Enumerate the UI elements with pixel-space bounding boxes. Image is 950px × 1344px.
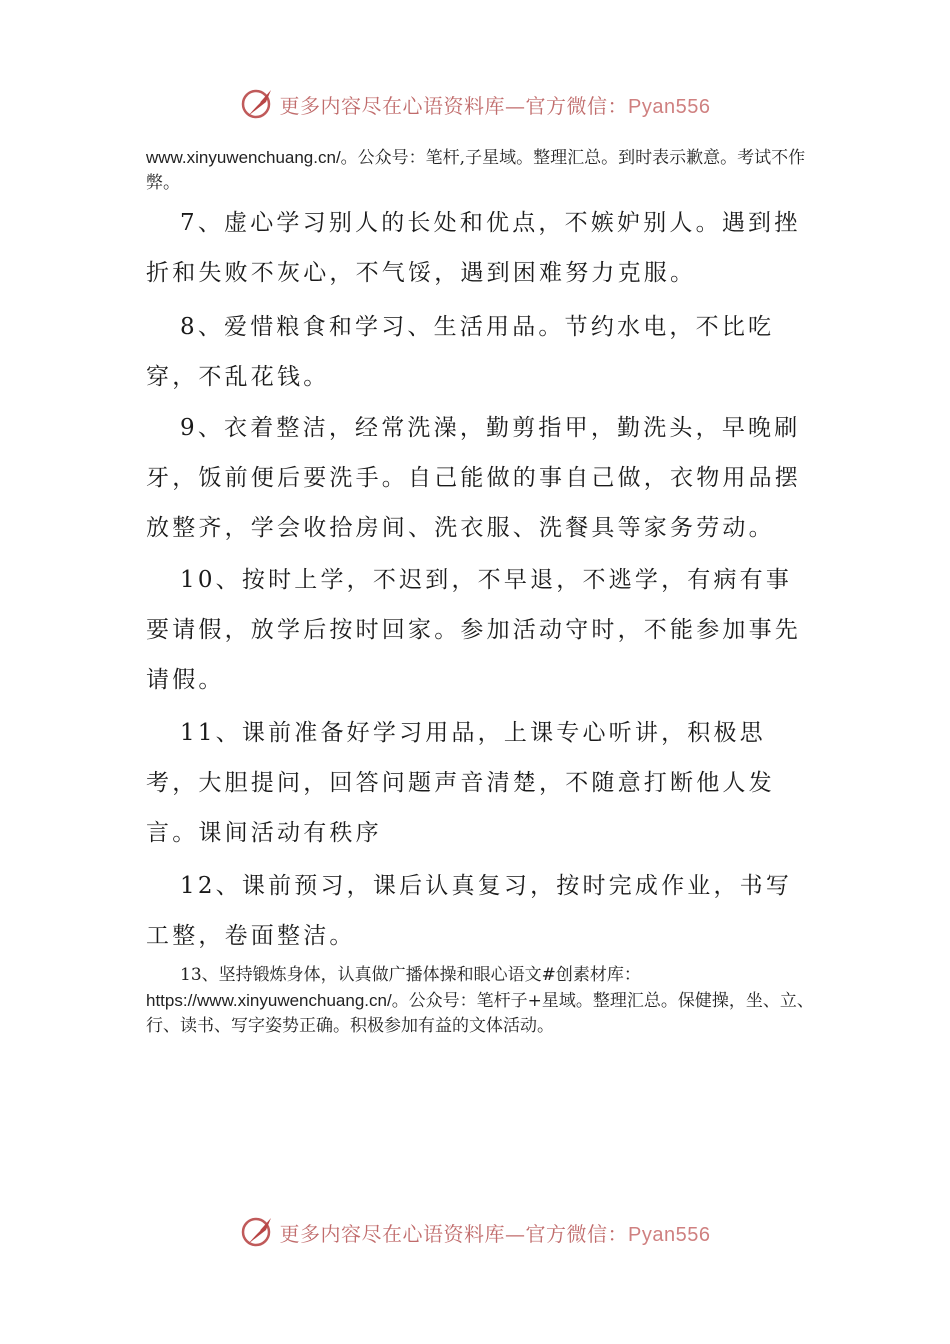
paragraph-10: 10、按时上学，不迟到，不早退，不逃学，有病有事要请假，放学后按时回家。参加活动守时，不能参加事先请假。: [146, 567, 801, 693]
footer-banner-text: 更多内容尽在心语资料库—官方微信：Pyan556: [279, 1221, 711, 1246]
p13-url: https://www.xinyuwenchuang.cn/: [146, 991, 392, 1010]
header-banner: [0, 84, 950, 124]
quill-logo-icon: [240, 1214, 276, 1250]
paragraph-intro: [146, 145, 818, 196]
paragraph-8: 8、爱惜粮食和学习、生活用品。节约水电，不比吃穿，不乱花钱。: [146, 314, 775, 390]
paragraph-12: 12、课前预习，课后认真复习，按时完成作业，书写工整，卷面整洁。: [146, 873, 793, 949]
paragraph-11: 11、课前准备好学习用品，上课专心听讲，积极思考，大胆提问，回答问题声音清楚，不随意打断他人发言。课间活动有秩序: [146, 720, 775, 846]
p13-suffix: 。公众号：笔杆子+星域。整理汇总。保健操，坐、立、行、读书、写字姿势正确。积极参加有益的文体活动。: [146, 991, 814, 1036]
p13-prefix: 13、坚持锻炼身体，认真做广播体操和眼心语文#创素材库：: [180, 965, 641, 985]
intro-url: www.xinyuwenchuang.cn/: [146, 148, 341, 167]
intro-text: 。公众号：笔杆,子星域。整理汇总。到时表示歉意。考试不作弊。: [146, 148, 806, 193]
footer-banner: [0, 1212, 950, 1252]
paragraph-9: 9、衣着整洁，经常洗澡，勤剪指甲，勤洗头，早晚刷牙，饭前便后要洗手。自己能做的事自己做，衣物用品摆放整齐，学会收拾房间、洗衣服、洗餐具等家务劳动。: [146, 415, 801, 541]
paragraph-7: 7、虚心学习别人的长处和优点，不嫉妒别人。遇到挫折和失败不灰心，不气馁，遇到困难努力克服。: [146, 210, 801, 286]
paragraph-13: [146, 963, 818, 1039]
quill-logo-icon: [240, 86, 276, 122]
header-banner-text: 更多内容尽在心语资料库—官方微信：Pyan556: [279, 93, 711, 118]
